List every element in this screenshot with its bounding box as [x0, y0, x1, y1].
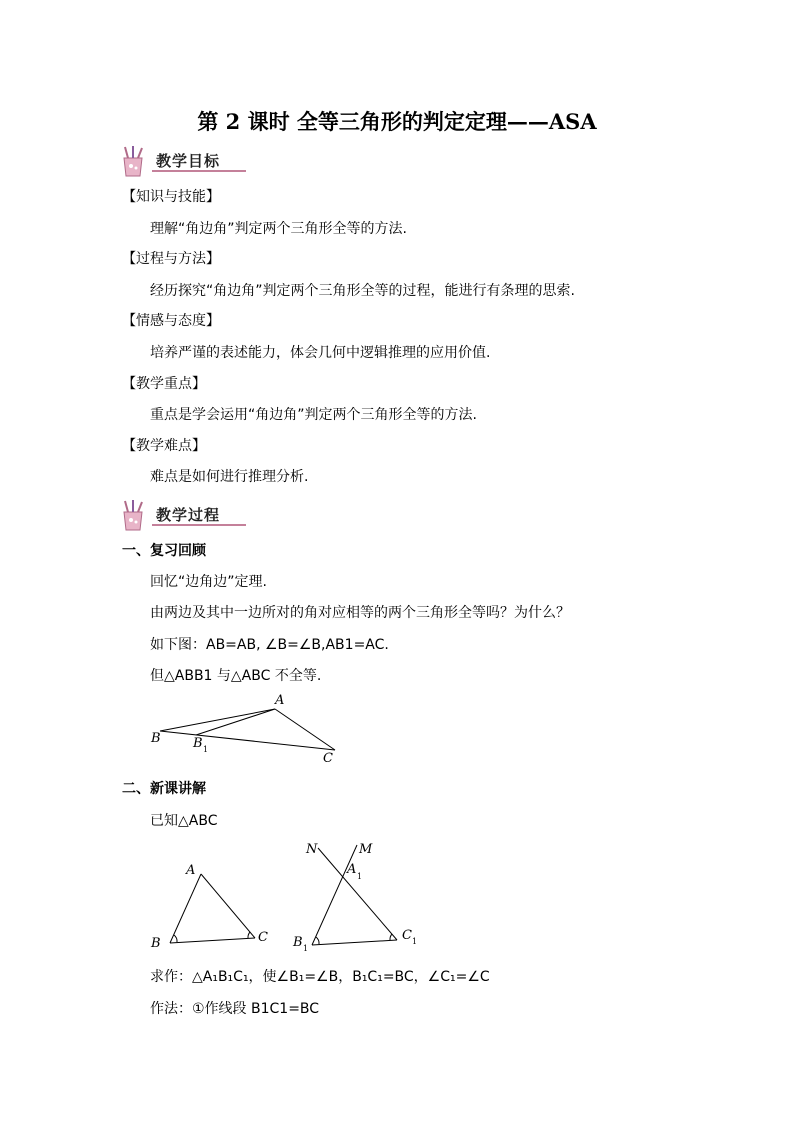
segment-b1c1	[312, 940, 397, 945]
objective-heading-difficulty: 【教学难点】	[122, 438, 206, 454]
review-line: 回忆“边角边”定理.	[150, 574, 267, 590]
review-heading: 一、复习回顾	[122, 543, 206, 559]
goals-badge	[116, 144, 246, 180]
objective-heading-process: 【过程与方法】	[122, 251, 220, 267]
fig1-side-ba	[170, 874, 201, 943]
fig2-label-c1-subscript: 1	[412, 937, 418, 946]
objective-text-keypoint: 重点是学会运用“角边角”判定两个三角形全等的方法.	[150, 407, 477, 423]
process-badge-label: 教学过程	[156, 506, 221, 524]
objective-text-attitude: 培养严谨的表述能力，体会几何中逻辑推理的应用价值.	[150, 345, 491, 361]
ray-c1n	[318, 848, 397, 940]
segment-ab1	[196, 709, 275, 735]
segment-ac	[275, 709, 335, 750]
segment-bc	[160, 731, 335, 750]
process-badge-underline	[152, 524, 246, 526]
fig1-side-bc	[170, 938, 255, 943]
objective-heading-knowledge: 【知识与技能】	[122, 189, 220, 205]
fig2-label-b1: B	[293, 935, 303, 950]
construction-method: 作法：①作线段 B1C1=BC	[150, 1001, 320, 1017]
fig2-label-b1-subscript: 1	[303, 944, 309, 953]
objective-heading-keypoint: 【教学重点】	[122, 376, 206, 392]
fig1-label-c: C	[258, 930, 268, 945]
new-lesson-given: 已知△ABC	[150, 813, 218, 829]
label-point-a: A	[275, 693, 285, 708]
fig1-label-a: A	[186, 863, 196, 878]
new-lesson-heading: 二、新课讲解	[122, 781, 206, 797]
objective-heading-attitude: 【情感与态度】	[122, 313, 220, 329]
pencil-cup-icon	[116, 498, 150, 532]
fig2-angle-b1-arc	[316, 937, 319, 944]
fig2-label-c1: C	[402, 928, 412, 943]
segment-ba	[160, 709, 275, 731]
fig2-label-m: M	[359, 842, 373, 857]
pencil-cup-icon	[116, 144, 150, 178]
fig1-side-ac	[201, 874, 255, 938]
goals-badge-underline	[152, 170, 246, 172]
fig1-angle-c-arc	[248, 932, 250, 938]
fig2-label-n: N	[306, 842, 318, 857]
label-point-b1-subscript: 1	[203, 745, 209, 754]
process-badge	[116, 498, 246, 534]
review-line: 但△ABB1 与△ABC 不全等.	[150, 668, 322, 684]
objective-text-difficulty: 难点是如何进行推理分析.	[150, 469, 309, 485]
fig1-label-b: B	[151, 936, 161, 951]
review-line: 由两边及其中一边所对的角对应相等的两个三角形全等吗？为什么？	[150, 605, 570, 621]
page-title: 第 2 课时 全等三角形的判定定理——ASA	[197, 109, 597, 134]
label-point-c: C	[323, 751, 333, 766]
ray-b1m	[312, 845, 357, 945]
fig1-angle-b-arc	[174, 935, 177, 942]
construction-task: 求作：△A₁B₁C₁，使∠B₁=∠B，B₁C₁=BC，∠C₁=∠C	[150, 969, 490, 985]
fig2-angle-c1-arc	[390, 934, 392, 940]
review-line: 如下图：AB=AB, ∠B=∠B,AB1=AC.	[150, 637, 389, 653]
fig2-label-a1: A	[347, 862, 357, 877]
fig2-label-a1-subscript: 1	[357, 872, 363, 881]
objective-text-knowledge: 理解“角边角”判定两个三角形全等的方法.	[150, 221, 407, 237]
label-point-b: B	[151, 731, 161, 746]
objective-text-process: 经历探究“角边角”判定两个三角形全等的过程，能进行有条理的思索.	[150, 283, 575, 299]
goals-badge-label: 教学目标	[156, 152, 221, 170]
label-point-b1: B	[193, 736, 203, 751]
